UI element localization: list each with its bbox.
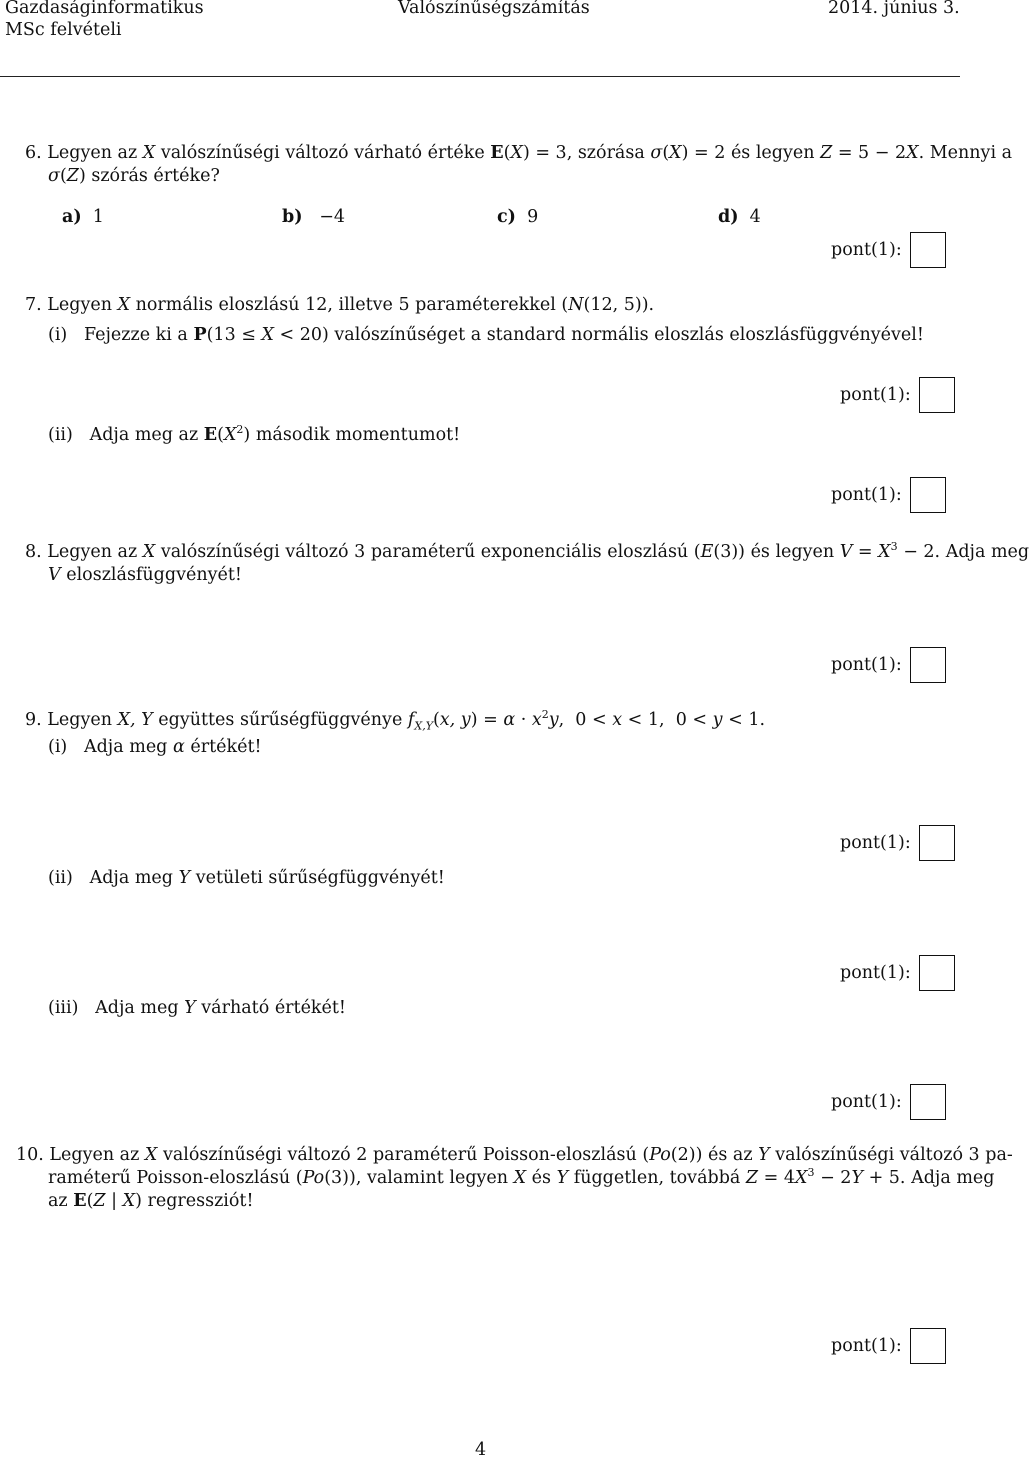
score-box-9iii[interactable]: [831, 1084, 946, 1120]
score-label: pont(1):: [831, 240, 902, 260]
problem-9-part-ii: (ii) Adja meg Y vetületi sűrűségfüggvényét!: [48, 868, 445, 888]
problem-9-line-1: 9. Legyen X, Y együttes sűrűségfüggvénye $f_{X,Y}(x$, $y) = \alpha \cdot x^2y$, 0 < x < 1, 0 < y < 1.: [25, 708, 766, 733]
score-input[interactable]: [919, 955, 955, 991]
problem-7-line-1: 7. Legyen X normális eloszlású 12, illetve 5 paraméterekkel (N(12, 5)).: [25, 295, 655, 315]
problem-8-line-1: 8. Legyen az X valószínűségi változó 3 paraméterű exponenciális eloszlású (E(3)) és legyen $V = X^3 - 2$. Adja meg: [25, 540, 1029, 562]
problem-10-line-2: raméterű Poisson-eloszlású (Po(3)), valamint legyen X és Y független, továbbá $Z = 4X^3 - 2Y + 5$. Adja meg: [48, 1166, 995, 1188]
header-rule: [0, 76, 960, 77]
score-box-8[interactable]: [831, 647, 946, 683]
problem-9-part-iii: (iii) Adja meg Y várható értékét!: [48, 998, 346, 1018]
score-box-7i[interactable]: [840, 377, 955, 413]
score-input[interactable]: [910, 232, 946, 268]
score-label: pont(1):: [831, 1336, 902, 1356]
header-course: Gazdaságinformatikus: [5, 0, 204, 18]
score-input[interactable]: [910, 477, 946, 513]
score-label: pont(1):: [840, 385, 911, 405]
problem-8-line-2: V eloszlásfüggvényét!: [48, 565, 242, 585]
score-input[interactable]: [910, 1328, 946, 1364]
score-box-7ii[interactable]: [831, 477, 946, 513]
score-input[interactable]: [919, 377, 955, 413]
header-date: 2014. június 3.: [828, 0, 960, 18]
problem-10-line-3: az E(Z | X) regressziót!: [48, 1191, 254, 1211]
score-input[interactable]: [910, 1084, 946, 1120]
score-label: pont(1):: [831, 485, 902, 505]
score-label: pont(1):: [840, 963, 911, 983]
score-label: pont(1):: [840, 833, 911, 853]
header-exam: MSc felvételi: [5, 20, 122, 40]
score-box-9i[interactable]: [840, 825, 955, 861]
problem-9-part-i: (i) Adja meg α értékét!: [48, 737, 262, 757]
choice-d: d) 4: [718, 207, 761, 227]
problem-7-part-ii: (ii) Adja meg az $E(X^2)$ második momentumot!: [48, 423, 461, 445]
score-box-10[interactable]: [831, 1328, 946, 1364]
problem-7-part-i: (i) Fejezze ki a P(13 ≤ X < 20) valószínűséget a standard normális eloszlás eloszlásfüggvényével!: [48, 325, 924, 345]
score-input[interactable]: [910, 647, 946, 683]
problem-6-line-2: σ(Z) szórás értéke?: [48, 166, 220, 186]
choice-a: a) 1: [62, 207, 104, 227]
score-input[interactable]: [919, 825, 955, 861]
score-box-9ii[interactable]: [840, 955, 955, 991]
choice-c: c) 9: [497, 207, 539, 227]
score-label: pont(1):: [831, 1092, 902, 1112]
problem-6-line-1: 6. Legyen az X valószínűségi változó várható értéke E(X) = 3, szórása σ(X) = 2 és legyen Z = 5 − 2X. Mennyi a: [25, 143, 1013, 163]
header-subject: Valószínűségszámítás: [398, 0, 590, 18]
problem-10-line-1: 10. Legyen az X valószínűségi változó 2 paraméterű Poisson-eloszlású (Po(2)) és az Y valószínűségi változó 3 pa-: [16, 1145, 1013, 1165]
page-number: 4: [475, 1440, 487, 1460]
score-box-6[interactable]: [831, 232, 946, 268]
score-label: pont(1):: [831, 655, 902, 675]
choice-b: b) −4: [282, 207, 346, 227]
